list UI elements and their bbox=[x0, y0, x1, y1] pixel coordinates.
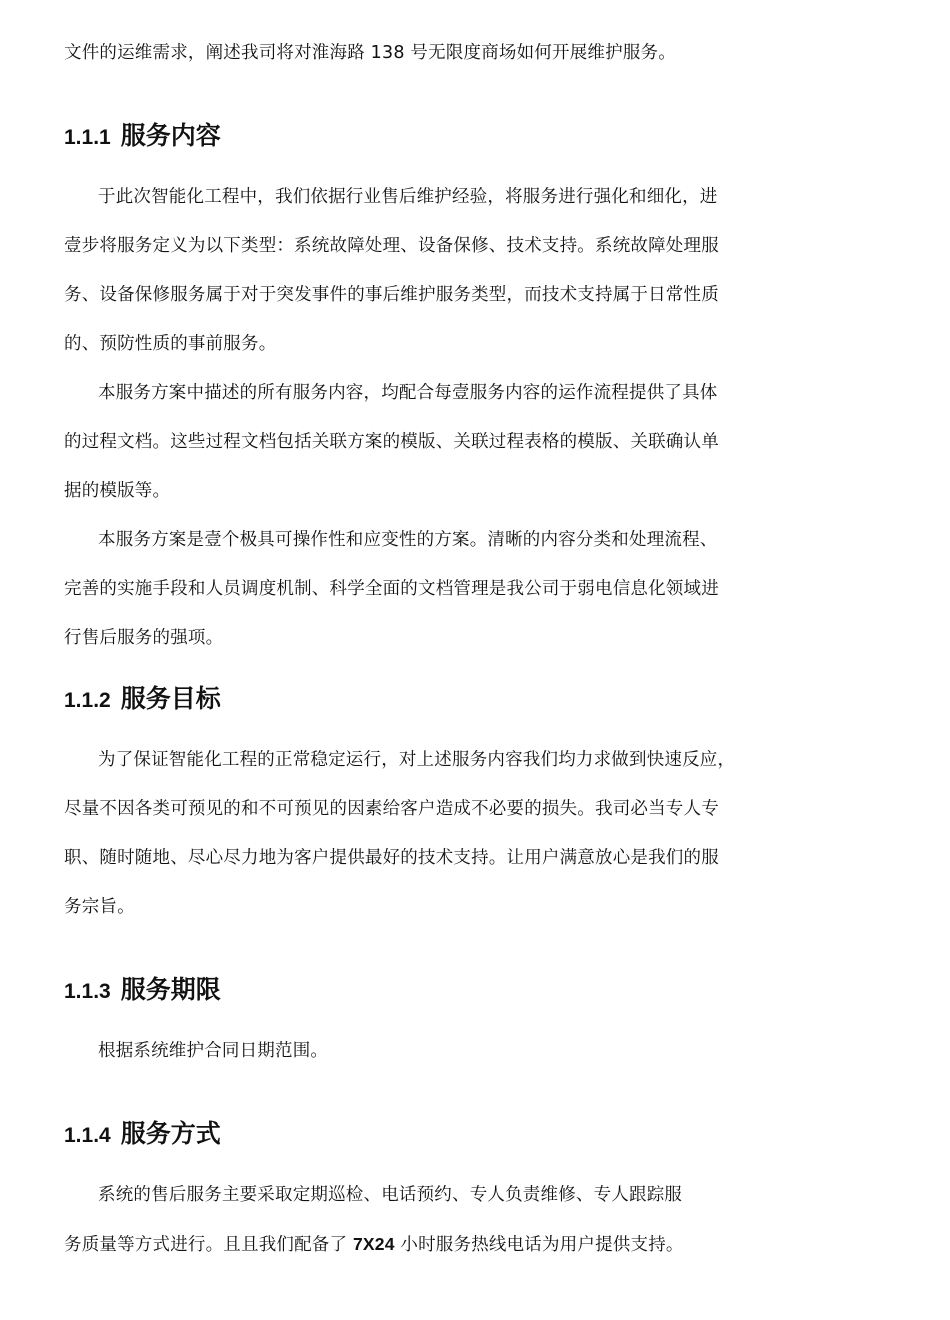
paragraph-line: 本服务方案是壹个极具可操作性和应变性的方案。清晰的内容分类和处理流程、 bbox=[98, 530, 718, 550]
paragraph-line: 根据系统维护合同日期范围。 bbox=[98, 1041, 329, 1061]
section-title: 服务期限 bbox=[120, 975, 221, 1004]
paragraph-line: 完善的实施手段和人员调度机制、科学全面的文档管理是我公司于弱电信息化领域进 bbox=[64, 579, 719, 599]
section-number: 1.1.1 bbox=[64, 126, 111, 149]
section-heading-1-1-2 bbox=[64, 683, 221, 718]
paragraph-line bbox=[64, 1232, 684, 1257]
paragraph-line: 职、随时随地、尽心尽力地为客户提供最好的技术支持。让用户满意放心是我们的服 bbox=[64, 848, 719, 868]
paragraph-line: 行售后服务的强项。 bbox=[64, 628, 224, 648]
section-title: 服务目标 bbox=[120, 684, 221, 713]
section-heading-1-1-4 bbox=[64, 1118, 221, 1153]
paragraph-text: 务质量等方式进行。且且我们配备了 bbox=[64, 1235, 348, 1255]
paragraph-line: 的过程文档。这些过程文档包括关联方案的模版、关联过程表格的模版、关联确认单 bbox=[64, 432, 719, 452]
intro-paragraph-line: 文件的运维需求，阐述我司将对淮海路 138 号无限度商场如何开展维护服务。 bbox=[64, 43, 676, 63]
paragraph-text: 小时服务热线电话为用户提供支持。 bbox=[400, 1235, 684, 1255]
paragraph-line: 尽量不因各类可预见的和不可预见的因素给客户造成不必要的损失。我司必当专人专 bbox=[64, 799, 719, 819]
section-title: 服务内容 bbox=[120, 121, 221, 150]
paragraph-line: 为了保证智能化工程的正常稳定运行，对上述服务内容我们均力求做到快速反应， bbox=[98, 750, 736, 770]
paragraph-line: 务、设备保修服务属于对于突发事件的事后维护服务类型，而技术支持属于日常性质 bbox=[64, 285, 719, 305]
paragraph-line: 本服务方案中描述的所有服务内容，均配合每壹服务内容的运作流程提供了具体 bbox=[98, 383, 718, 403]
section-title: 服务方式 bbox=[120, 1119, 221, 1148]
hotline-hours: 7X24 bbox=[352, 1234, 395, 1254]
section-number: 1.1.3 bbox=[64, 980, 111, 1003]
paragraph-line: 据的模版等。 bbox=[64, 481, 171, 501]
paragraph-line: 系统的售后服务主要采取定期巡检、电话预约、专人负责维修、专人跟踪服 bbox=[98, 1185, 683, 1205]
section-number: 1.1.2 bbox=[64, 689, 111, 712]
paragraph-line: 壹步将服务定义为以下类型：系统故障处理、设备保修、技术支持。系统故障处理服 bbox=[64, 236, 719, 256]
section-heading-1-1-1 bbox=[64, 120, 221, 155]
section-heading-1-1-3 bbox=[64, 974, 221, 1009]
paragraph-line: 的、预防性质的事前服务。 bbox=[64, 334, 277, 354]
paragraph-line: 于此次智能化工程中，我们依据行业售后维护经验，将服务进行强化和细化，进 bbox=[98, 187, 718, 207]
paragraph-line: 务宗旨。 bbox=[64, 897, 135, 917]
section-number: 1.1.4 bbox=[64, 1124, 111, 1147]
